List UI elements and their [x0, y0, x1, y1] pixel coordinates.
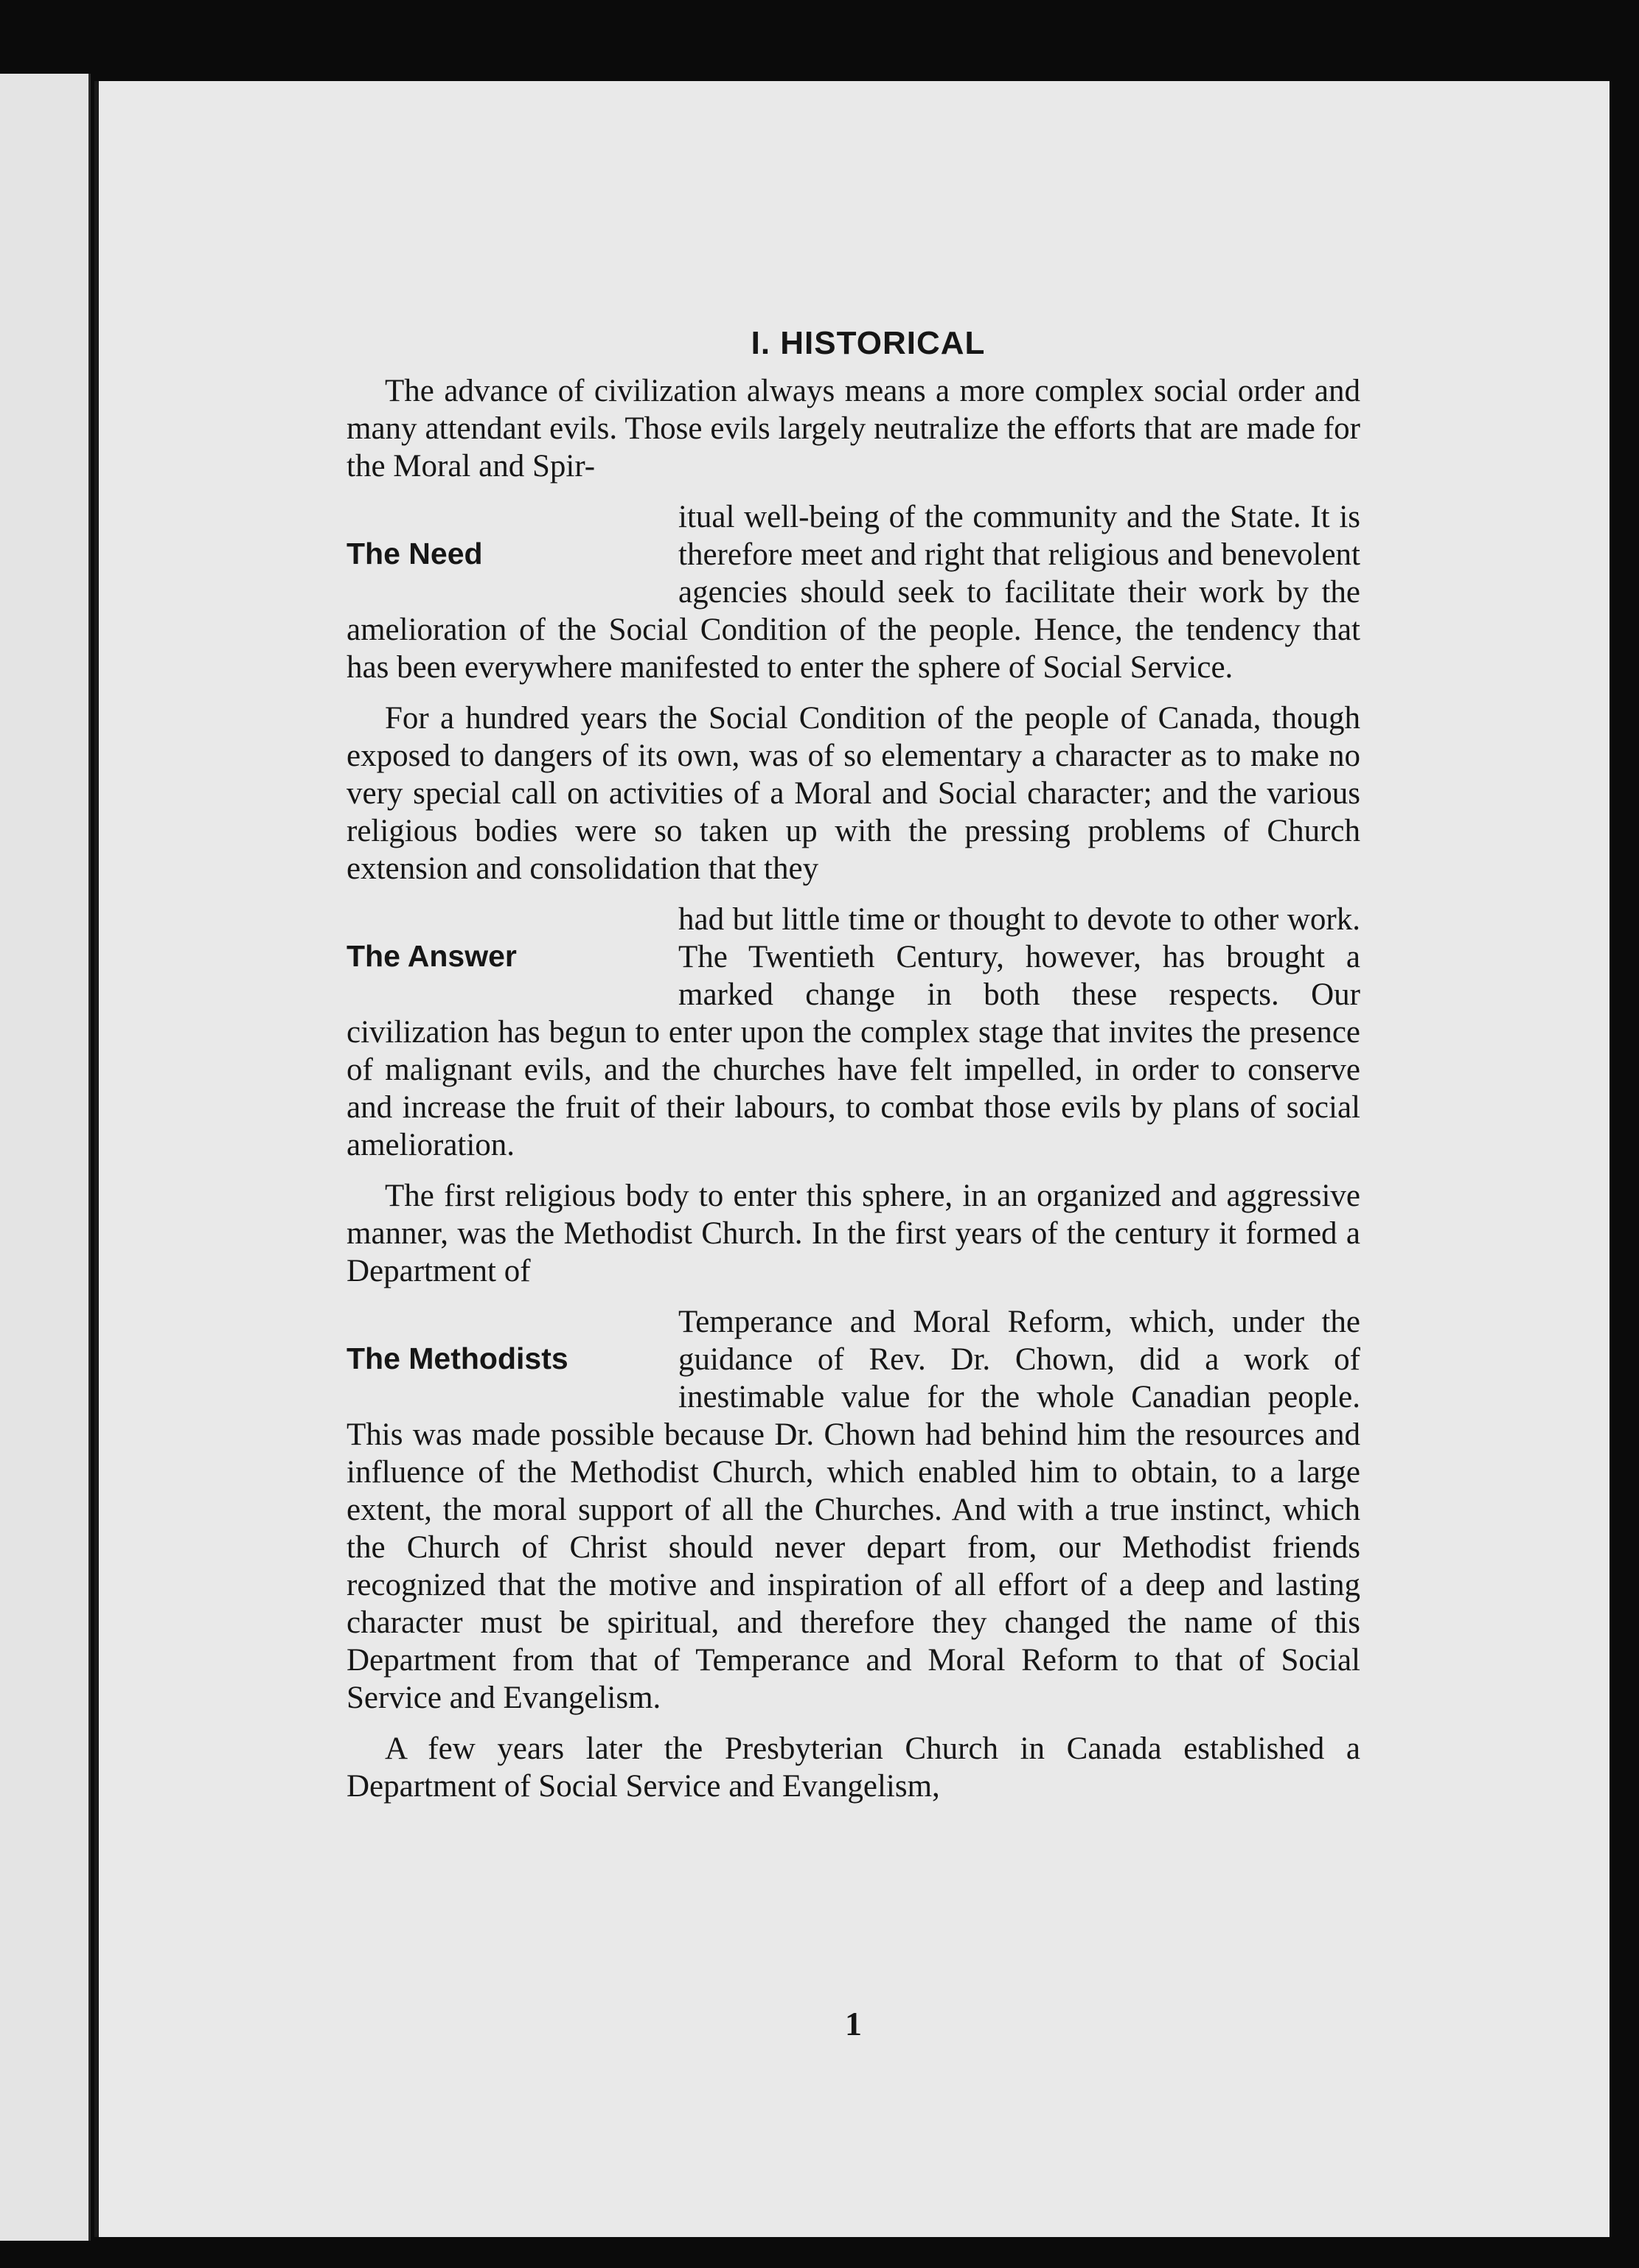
- paragraph-text-3a: The first religious body to enter this sphere, in an organized and aggressive manner, was the Methodist Church. In the first years of the century it formed a Department of: [347, 1179, 1360, 1288]
- facing-page-edge: [0, 74, 91, 2241]
- paragraph-the-answer: [347, 699, 1360, 1164]
- scan-border-right: [1610, 81, 1639, 2237]
- paragraph-text-1a: The advance of civilization always means a more complex social order and many attendant evils. Those evils largely neutralize the efforts that are made for the Moral and Spir-: [347, 374, 1360, 484]
- paragraph-text-2b: had but little time or thought to devote to other work. The Twentieth Century, however, has brought a marked change in both these respects. Our civilization has begun to enter upon the complex stage that invites the presence of malignant evils, and the churches have felt impelled, in order to conserve and increase the fruit of their labours, to combat those evils by plans of social amelioration.: [347, 902, 1360, 1162]
- paragraph-text-2a: For a hundred years the Social Condition of the people of Canada, though exposed to dangers of its own, was of so elementary a character as to make no very special call on activities of a Moral and Social character; and the various religious bodies were so taken up with the pressing problems of Church extension and consolidation that they: [347, 701, 1360, 886]
- section-heading: I. HISTORICAL: [751, 325, 986, 361]
- page-number: 1: [845, 2005, 862, 2042]
- sidenote-the-need: The Need: [347, 537, 483, 571]
- paragraph-the-methodists: [347, 1177, 1360, 1717]
- sidenote-block: [347, 1303, 1360, 1717]
- sidenote-the-methodists: The Methodists: [347, 1341, 568, 1375]
- paragraph-text-3b: Temperance and Moral Reform, which, under the guidance of Rev. Dr. Chown, did a work of inestimable value for the whole Canadian people. This was made possible because Dr. Chown had behind him the resources and influence of the Methodist Church, which enabled him to obtain, to a large extent, the moral support of all the Churches. And with a true instinct, which the Church of Christ should never depart from, our Methodist friends recognized that the motive and inspiration of all effort of a deep and lasting character must be spiritual, and therefore they changed the name of this Department from that of Temperance and Moral Reform to that of Social Service and Evangelism.: [347, 1305, 1360, 1715]
- paragraph-the-need: [347, 372, 1360, 686]
- sidenote-block: [347, 901, 1360, 1164]
- paragraph-text-1b: itual well-being of the community and the State. It is therefore meet and right that religious and benevolent agencies should seek to facilitate their work by the amelioration of the Social Condition of the people. Hence, the tendency that has been everywhere manifested to enter the sphere of Social Service.: [347, 500, 1360, 685]
- sidenote-block: [347, 498, 1360, 686]
- sidenote-the-answer: The Answer: [347, 939, 517, 973]
- paragraph-text-4: A few years later the Presbyterian Church in Canada established a Department of Social Service and Evangelism,: [347, 1731, 1360, 1804]
- page-content: [347, 324, 1360, 2042]
